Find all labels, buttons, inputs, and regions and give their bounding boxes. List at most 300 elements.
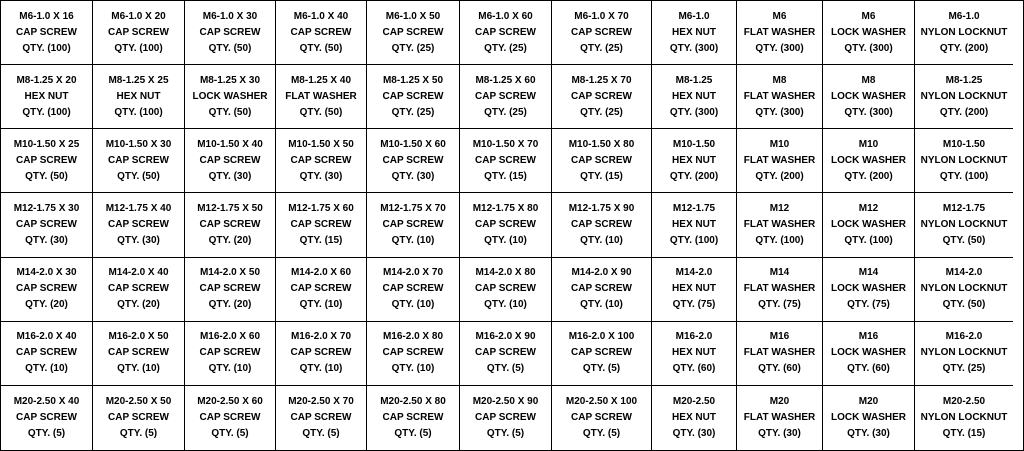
part-label-cell <box>460 258 552 322</box>
part-quantity-text: QTY. (5) <box>394 427 432 439</box>
part-type-text: CAP SCREW <box>16 347 77 359</box>
part-quantity-text: QTY. (20) <box>208 299 252 311</box>
part-label-cell <box>276 65 367 129</box>
part-size-text: M8 <box>861 74 876 86</box>
part-label-cell <box>276 322 367 386</box>
part-size-text: M20-2.50 X 50 <box>105 395 172 407</box>
part-type-text: CAP SCREW <box>382 347 444 359</box>
part-type-text: CAP SCREW <box>382 154 444 166</box>
part-quantity-text: QTY. (20) <box>25 299 68 311</box>
part-size-text: M6-1.0 <box>678 10 710 22</box>
part-label-cell <box>737 258 823 322</box>
part-quantity-text: QTY. (10) <box>391 363 435 375</box>
part-size-text: M8-1.25 <box>945 74 983 86</box>
part-quantity-text: QTY. (10) <box>117 363 160 375</box>
part-quantity-text: QTY. (10) <box>580 299 623 311</box>
part-type-text: NYLON LOCKNUT <box>920 218 1008 230</box>
part-type-text: CAP SCREW <box>475 347 536 359</box>
part-type-text: NYLON LOCKNUT <box>920 26 1008 38</box>
part-type-text: CAP SCREW <box>199 283 261 295</box>
part-size-text: M8 <box>772 74 787 86</box>
part-type-text: HEX NUT <box>116 90 161 102</box>
part-label-cell <box>93 322 185 386</box>
part-type-text: CAP SCREW <box>108 26 169 38</box>
part-type-text: NYLON LOCKNUT <box>920 154 1008 166</box>
part-quantity-text: QTY. (300) <box>669 106 719 118</box>
part-quantity-text: QTY. (5) <box>119 427 158 439</box>
part-label-cell <box>367 322 460 386</box>
part-label-cell <box>185 386 276 450</box>
part-quantity-text: QTY. (30) <box>25 234 68 246</box>
part-type-text: LOCK WASHER <box>831 218 906 230</box>
part-size-text: M20-2.50 X 70 <box>288 395 354 407</box>
part-type-text: CAP SCREW <box>571 90 632 102</box>
part-type-text: CAP SCREW <box>108 154 169 166</box>
part-size-text: M14-2.0 X 30 <box>16 267 77 279</box>
part-type-text: CAP SCREW <box>571 26 632 38</box>
part-size-text: M10-1.50 <box>672 138 716 150</box>
part-quantity-text: QTY. (5) <box>582 363 621 375</box>
part-size-text: M14-2.0 X 70 <box>382 267 444 279</box>
part-label-cell <box>276 1 367 65</box>
part-size-text: M12-1.75 <box>942 202 986 214</box>
part-quantity-text: QTY. (25) <box>484 42 527 54</box>
part-quantity-text: QTY. (50) <box>299 42 343 54</box>
part-size-text: M16-2.0 X 50 <box>108 331 169 343</box>
part-label-cell <box>276 386 367 450</box>
part-size-text: M16-2.0 X 70 <box>290 331 352 343</box>
part-type-text: CAP SCREW <box>290 26 352 38</box>
part-size-text: M8-1.25 X 30 <box>199 74 261 86</box>
part-type-text: HEX NUT <box>672 90 716 102</box>
part-type-text: HEX NUT <box>672 218 716 230</box>
part-quantity-text: QTY. (75) <box>758 299 801 311</box>
part-size-text: M6-1.0 X 30 <box>202 10 258 22</box>
part-size-text: M16-2.0 <box>675 331 713 343</box>
part-size-text: M12-1.75 X 90 <box>568 202 635 214</box>
part-label-cell <box>737 386 823 450</box>
part-size-text: M8-1.25 X 20 <box>16 74 77 86</box>
part-size-text: M10-1.50 X 70 <box>472 138 539 150</box>
part-type-text: NYLON LOCKNUT <box>920 411 1008 423</box>
part-quantity-text: QTY. (60) <box>847 363 890 375</box>
part-quantity-text: QTY. (15) <box>484 170 527 182</box>
part-type-text: CAP SCREW <box>475 283 536 295</box>
part-quantity-text: QTY. (300) <box>844 42 893 54</box>
part-label-cell <box>276 193 367 257</box>
part-label-cell <box>1 386 93 450</box>
part-type-text: CAP SCREW <box>571 283 632 295</box>
part-label-cell <box>1 258 93 322</box>
part-type-text: FLAT WASHER <box>743 26 816 38</box>
part-label-cell <box>1 322 93 386</box>
part-type-text: FLAT WASHER <box>743 411 816 423</box>
part-label-cell <box>367 65 460 129</box>
part-label-cell <box>823 258 915 322</box>
part-size-text: M12-1.75 X 70 <box>380 202 446 214</box>
part-type-text: CAP SCREW <box>108 283 169 295</box>
part-size-text: M16-2.0 X 60 <box>199 331 261 343</box>
part-quantity-text: QTY. (50) <box>25 170 68 182</box>
part-quantity-text: QTY. (5) <box>486 363 525 375</box>
part-label-cell <box>185 65 276 129</box>
part-quantity-text: QTY. (5) <box>302 427 340 439</box>
part-type-text: CAP SCREW <box>16 26 77 38</box>
part-label-cell <box>552 65 652 129</box>
part-size-text: M20-2.50 <box>942 395 986 407</box>
part-size-text: M16-2.0 <box>945 331 983 343</box>
part-label-cell <box>367 1 460 65</box>
part-size-text: M16-2.0 X 100 <box>568 331 635 343</box>
part-quantity-text: QTY. (25) <box>391 42 435 54</box>
part-type-text: CAP SCREW <box>382 283 444 295</box>
part-quantity-text: QTY. (5) <box>486 427 525 439</box>
part-label-cell <box>915 65 1013 129</box>
part-size-text: M20 <box>858 395 879 407</box>
part-size-text: M8-1.25 X 50 <box>382 74 444 86</box>
part-label-cell <box>915 322 1013 386</box>
part-label-cell <box>552 129 652 193</box>
part-label-cell <box>460 386 552 450</box>
part-size-text: M10-1.50 X 40 <box>197 138 263 150</box>
part-quantity-text: QTY. (200) <box>755 170 804 182</box>
part-type-text: CAP SCREW <box>382 90 444 102</box>
part-quantity-text: QTY. (50) <box>942 299 986 311</box>
part-size-text: M12 <box>769 202 790 214</box>
part-size-text: M20-2.50 X 90 <box>472 395 539 407</box>
part-label-cell <box>367 258 460 322</box>
part-quantity-text: QTY. (10) <box>391 299 435 311</box>
part-quantity-text: QTY. (30) <box>391 170 435 182</box>
part-label-cell <box>552 386 652 450</box>
part-label-cell <box>276 258 367 322</box>
part-label-cell <box>737 1 823 65</box>
part-type-text: HEX NUT <box>24 90 69 102</box>
part-type-text: CAP SCREW <box>382 218 444 230</box>
part-label-cell <box>460 129 552 193</box>
part-type-text: HEX NUT <box>672 347 716 359</box>
part-quantity-text: QTY. (25) <box>391 106 435 118</box>
part-size-text: M20-2.50 X 60 <box>197 395 263 407</box>
part-quantity-text: QTY. (300) <box>669 42 719 54</box>
part-type-text: FLAT WASHER <box>743 154 816 166</box>
part-quantity-text: QTY. (30) <box>758 427 801 439</box>
part-label-cell <box>460 193 552 257</box>
part-label-cell <box>823 65 915 129</box>
part-type-text: LOCK WASHER <box>831 26 906 38</box>
part-type-text: LOCK WASHER <box>831 283 906 295</box>
part-quantity-text: QTY. (300) <box>755 42 804 54</box>
part-label-cell <box>185 322 276 386</box>
part-label-cell <box>185 258 276 322</box>
part-type-text: LOCK WASHER <box>192 90 268 102</box>
part-quantity-text: QTY. (50) <box>117 170 160 182</box>
part-label-cell <box>737 322 823 386</box>
part-type-text: CAP SCREW <box>382 411 444 423</box>
part-size-text: M6-1.0 X 60 <box>478 10 533 22</box>
part-size-text: M6-1.0 X 40 <box>293 10 349 22</box>
part-quantity-text: QTY. (60) <box>758 363 801 375</box>
part-type-text: CAP SCREW <box>290 154 352 166</box>
part-quantity-text: QTY. (30) <box>208 170 252 182</box>
part-type-text: CAP SCREW <box>571 347 632 359</box>
part-size-text: M8-1.25 X 25 <box>108 74 169 86</box>
part-type-text: FLAT WASHER <box>743 283 816 295</box>
part-label-cell <box>823 129 915 193</box>
part-label-cell <box>460 65 552 129</box>
part-type-text: CAP SCREW <box>199 154 261 166</box>
part-size-text: M14 <box>858 267 879 279</box>
part-size-text: M14-2.0 X 60 <box>290 267 352 279</box>
part-type-text: HEX NUT <box>672 411 716 423</box>
part-size-text: M6-1.0 X 70 <box>574 10 629 22</box>
part-size-text: M16 <box>769 331 790 343</box>
part-size-text: M6-1.0 X 16 <box>19 10 74 22</box>
part-label-cell <box>823 193 915 257</box>
part-label-cell <box>652 129 737 193</box>
part-quantity-text: QTY. (200) <box>939 106 989 118</box>
part-label-cell <box>652 258 737 322</box>
part-size-text: M14 <box>769 267 790 279</box>
part-quantity-text: QTY. (25) <box>484 106 527 118</box>
part-quantity-text: QTY. (200) <box>939 42 989 54</box>
part-size-text: M14-2.0 X 80 <box>475 267 536 279</box>
part-label-cell <box>915 1 1013 65</box>
part-size-text: M8-1.25 X 70 <box>571 74 632 86</box>
part-type-text: CAP SCREW <box>199 26 261 38</box>
part-type-text: CAP SCREW <box>108 411 169 423</box>
part-quantity-text: QTY. (10) <box>299 299 343 311</box>
part-quantity-text: QTY. (10) <box>299 363 343 375</box>
part-size-text: M12-1.75 X 40 <box>105 202 172 214</box>
part-type-text: NYLON LOCKNUT <box>920 347 1008 359</box>
part-type-text: LOCK WASHER <box>831 411 906 423</box>
part-type-text: CAP SCREW <box>571 218 632 230</box>
part-label-cell <box>823 1 915 65</box>
part-size-text: M10-1.50 X 80 <box>568 138 635 150</box>
part-size-text: M20-2.50 X 40 <box>13 395 80 407</box>
part-size-text: M10 <box>769 138 790 150</box>
part-label-cell <box>93 1 185 65</box>
part-type-text: FLAT WASHER <box>743 347 816 359</box>
part-size-text: M10-1.50 X 25 <box>13 138 80 150</box>
part-quantity-text: QTY. (100) <box>22 42 71 54</box>
part-quantity-text: QTY. (5) <box>27 427 66 439</box>
part-label-cell <box>915 129 1013 193</box>
part-size-text: M10-1.50 X 60 <box>380 138 446 150</box>
part-quantity-text: QTY. (10) <box>484 234 527 246</box>
part-size-text: M20-2.50 <box>672 395 716 407</box>
part-type-text: FLAT WASHER <box>285 90 357 102</box>
part-quantity-text: QTY. (60) <box>672 363 716 375</box>
part-size-text: M20-2.50 X 100 <box>565 395 638 407</box>
part-label-cell <box>652 386 737 450</box>
part-label-cell <box>185 129 276 193</box>
part-quantity-text: QTY. (25) <box>942 363 986 375</box>
part-size-text: M16 <box>858 331 879 343</box>
part-label-cell <box>367 129 460 193</box>
part-type-text: CAP SCREW <box>382 26 444 38</box>
part-size-text: M8-1.25 <box>675 74 713 86</box>
part-label-cell <box>276 129 367 193</box>
part-quantity-text: QTY. (10) <box>25 363 68 375</box>
part-label-cell <box>1 193 93 257</box>
part-label-cell <box>93 386 185 450</box>
part-type-text: CAP SCREW <box>290 411 352 423</box>
part-quantity-text: QTY. (100) <box>114 106 163 118</box>
part-label-cell <box>460 1 552 65</box>
part-size-text: M6-1.0 <box>948 10 980 22</box>
part-label-cell <box>737 65 823 129</box>
part-size-text: M8-1.25 X 60 <box>475 74 536 86</box>
part-label-cell <box>652 65 737 129</box>
part-quantity-text: QTY. (30) <box>847 427 890 439</box>
part-quantity-text: QTY. (15) <box>580 170 623 182</box>
part-type-text: CAP SCREW <box>199 347 261 359</box>
part-type-text: CAP SCREW <box>290 347 352 359</box>
part-quantity-text: QTY. (50) <box>208 42 252 54</box>
part-label-cell <box>367 386 460 450</box>
part-label-cell <box>93 65 185 129</box>
part-type-text: CAP SCREW <box>571 154 632 166</box>
part-quantity-text: QTY. (50) <box>942 234 986 246</box>
part-quantity-text: QTY. (20) <box>117 299 160 311</box>
part-size-text: M12-1.75 X 60 <box>288 202 354 214</box>
part-size-text: M12-1.75 X 80 <box>472 202 539 214</box>
part-quantity-text: QTY. (5) <box>211 427 249 439</box>
part-quantity-text: QTY. (100) <box>939 170 989 182</box>
part-quantity-text: QTY. (25) <box>580 106 623 118</box>
part-quantity-text: QTY. (20) <box>208 234 252 246</box>
part-label-cell <box>185 1 276 65</box>
part-size-text: M16-2.0 X 90 <box>475 331 536 343</box>
part-type-text: CAP SCREW <box>108 218 169 230</box>
part-quantity-text: QTY. (30) <box>299 170 343 182</box>
part-quantity-text: QTY. (15) <box>942 427 986 439</box>
part-quantity-text: QTY. (5) <box>582 427 621 439</box>
part-quantity-text: QTY. (15) <box>299 234 343 246</box>
part-type-text: CAP SCREW <box>475 90 536 102</box>
part-quantity-text: QTY. (50) <box>208 106 252 118</box>
part-quantity-text: QTY. (10) <box>208 363 252 375</box>
part-type-text: CAP SCREW <box>16 218 77 230</box>
part-size-text: M10 <box>858 138 879 150</box>
part-quantity-text: QTY. (10) <box>580 234 623 246</box>
part-quantity-text: QTY. (300) <box>755 106 804 118</box>
part-label-cell <box>1 65 93 129</box>
part-quantity-text: QTY. (200) <box>844 170 893 182</box>
part-size-text: M14-2.0 X 90 <box>571 267 632 279</box>
part-quantity-text: QTY. (30) <box>672 427 716 439</box>
part-label-cell <box>823 322 915 386</box>
part-label-cell <box>552 193 652 257</box>
part-size-text: M14-2.0 <box>945 267 983 279</box>
part-type-text: LOCK WASHER <box>831 154 906 166</box>
part-label-cell <box>915 258 1013 322</box>
part-type-text: CAP SCREW <box>16 283 77 295</box>
part-size-text: M8-1.25 X 40 <box>290 74 352 86</box>
part-quantity-text: QTY. (10) <box>391 234 435 246</box>
part-size-text: M14-2.0 <box>675 267 713 279</box>
part-label-cell <box>737 129 823 193</box>
part-label-cell <box>915 193 1013 257</box>
part-type-text: CAP SCREW <box>475 218 536 230</box>
part-type-text: NYLON LOCKNUT <box>920 283 1008 295</box>
part-size-text: M20-2.50 X 80 <box>380 395 446 407</box>
part-quantity-text: QTY. (10) <box>484 299 527 311</box>
part-size-text: M20 <box>769 395 790 407</box>
part-size-text: M6 <box>772 10 787 22</box>
part-type-text: FLAT WASHER <box>743 218 816 230</box>
part-label-cell <box>93 193 185 257</box>
part-quantity-text: QTY. (25) <box>580 42 623 54</box>
part-type-text: HEX NUT <box>672 26 716 38</box>
part-type-text: CAP SCREW <box>199 411 261 423</box>
part-size-text: M12-1.75 X 30 <box>13 202 80 214</box>
part-label-cell <box>823 386 915 450</box>
part-label-cell <box>460 322 552 386</box>
part-type-text: CAP SCREW <box>108 347 169 359</box>
part-quantity-text: QTY. (100) <box>22 106 71 118</box>
part-label-cell <box>652 193 737 257</box>
part-type-text: CAP SCREW <box>16 411 77 423</box>
part-quantity-text: QTY. (50) <box>299 106 343 118</box>
part-type-text: CAP SCREW <box>571 411 632 423</box>
part-type-text: LOCK WASHER <box>831 347 906 359</box>
part-type-text: HEX NUT <box>672 283 716 295</box>
part-type-text: CAP SCREW <box>475 411 536 423</box>
part-type-text: CAP SCREW <box>16 154 77 166</box>
part-size-text: M12 <box>858 202 879 214</box>
part-size-text: M6 <box>861 10 876 22</box>
part-size-text: M6-1.0 X 20 <box>111 10 166 22</box>
part-label-cell <box>652 1 737 65</box>
part-label-cell <box>552 258 652 322</box>
part-label-cell <box>552 1 652 65</box>
part-quantity-text: QTY. (100) <box>114 42 163 54</box>
part-quantity-text: QTY. (75) <box>847 299 890 311</box>
part-label-cell <box>1 1 93 65</box>
part-size-text: M10-1.50 X 30 <box>105 138 172 150</box>
part-type-text: LOCK WASHER <box>831 90 906 102</box>
part-quantity-text: QTY. (300) <box>844 106 893 118</box>
part-label-cell <box>93 129 185 193</box>
part-quantity-text: QTY. (100) <box>844 234 893 246</box>
part-type-text: CAP SCREW <box>199 218 261 230</box>
part-size-text: M6-1.0 X 50 <box>385 10 441 22</box>
part-type-text: HEX NUT <box>672 154 716 166</box>
part-size-text: M16-2.0 X 80 <box>382 331 444 343</box>
part-size-text: M10-1.50 X 50 <box>288 138 354 150</box>
part-quantity-text: QTY. (75) <box>672 299 716 311</box>
part-type-text: CAP SCREW <box>475 26 536 38</box>
part-size-text: M12-1.75 <box>672 202 716 214</box>
part-type-text: NYLON LOCKNUT <box>920 90 1008 102</box>
part-size-text: M10-1.50 <box>942 138 986 150</box>
part-size-text: M12-1.75 X 50 <box>197 202 263 214</box>
part-label-cell <box>915 386 1013 450</box>
part-label-cell <box>185 193 276 257</box>
part-size-text: M14-2.0 X 40 <box>108 267 169 279</box>
part-type-text: CAP SCREW <box>290 283 352 295</box>
part-size-text: M16-2.0 X 40 <box>16 331 77 343</box>
part-quantity-text: QTY. (100) <box>755 234 804 246</box>
part-quantity-text: QTY. (30) <box>117 234 160 246</box>
part-type-text: CAP SCREW <box>475 154 536 166</box>
part-label-cell <box>652 322 737 386</box>
part-label-cell <box>93 258 185 322</box>
part-quantity-text: QTY. (200) <box>669 170 719 182</box>
